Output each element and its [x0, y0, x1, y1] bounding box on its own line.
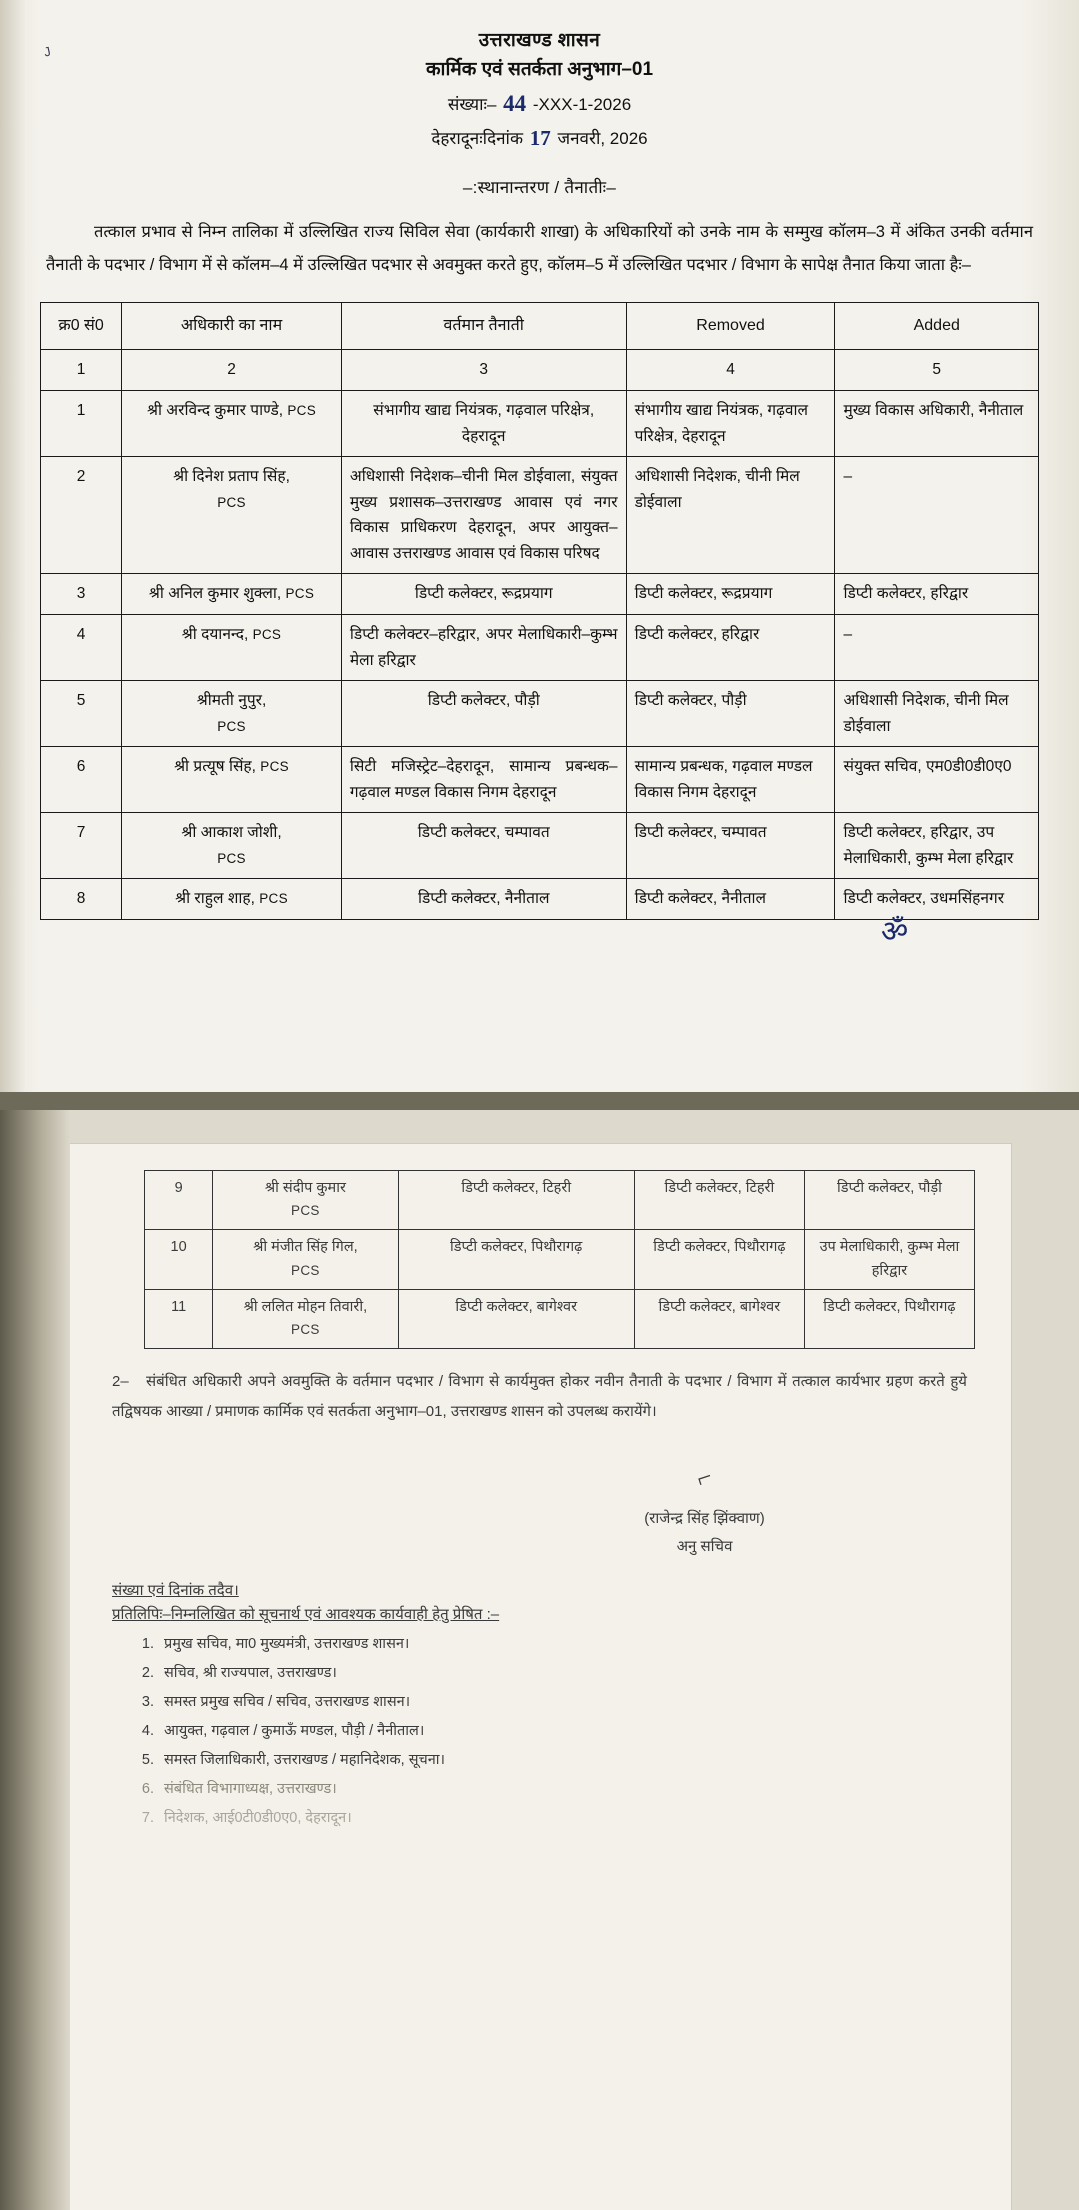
margin-pen-mark: J	[42, 43, 52, 60]
column-header-officer-name: अधिकारी का नाम	[122, 303, 342, 350]
cell-added: डिप्टी कलेक्टर, उधमसिंहनगर	[835, 879, 1039, 920]
cell-officer-name	[122, 879, 342, 920]
cell-serial: 3	[41, 574, 122, 615]
cell-removed: डिप्टी कलेक्टर, चम्पावत	[626, 813, 835, 879]
cell-officer-name	[213, 1230, 398, 1289]
handwritten-signature-page1: ॐ	[879, 914, 910, 950]
cell-officer-name	[122, 614, 342, 680]
cell-removed: अधिशासी निदेशक, चीनी मिल डोईवाला	[626, 457, 835, 574]
cell-current-posting: डिप्टी कलेक्टर, टिहरी	[398, 1171, 634, 1230]
officer-name-text: श्री अनिल कुमार शुक्ला,	[148, 585, 282, 603]
cell-serial: 8	[41, 879, 122, 920]
cell-removed: सामान्य प्रबन्धक, गढ़वाल मण्डल विकास निगम देहरादून	[626, 747, 835, 813]
cell-serial: 4	[41, 614, 122, 680]
cell-added: –	[835, 614, 1039, 680]
cell-current-posting: डिप्टी कलेक्टर, पिथौरागढ़	[398, 1230, 634, 1289]
document-header	[40, 26, 1039, 153]
cell-officer-name	[213, 1171, 398, 1230]
date-suffix: जनवरी, 2026	[557, 128, 648, 148]
copy-recipients-list	[158, 1630, 977, 1833]
officer-name-text: श्री दिनेश प्रताप सिंह,	[173, 468, 290, 486]
number-and-date-line: संख्या एवं दिनांक तदैव।	[112, 1581, 239, 1599]
document-page-1	[0, 0, 1079, 1092]
cell-serial: 9	[145, 1171, 213, 1230]
page-2-sheet	[68, 1144, 1011, 2210]
signature-block	[102, 1453, 977, 1561]
cell-officer-name	[213, 1289, 398, 1348]
officer-service: PCS	[252, 626, 282, 642]
date-label: देहरादूनःदिनांक	[431, 128, 524, 148]
header-line-date	[40, 121, 1039, 154]
cell-officer-name	[122, 391, 342, 457]
column-number-4: 4	[626, 350, 835, 391]
table-row	[145, 1171, 975, 1230]
handwritten-number: 44	[503, 90, 527, 116]
scan-separator	[0, 1092, 1079, 1110]
cell-added: अधिशासी निदेशक, चीनी मिल डोईवाला	[835, 681, 1039, 747]
cell-serial: 5	[41, 681, 122, 747]
list-item: 4. आयुक्त, गढ़वाल / कुमाऊँ मण्डल, पौड़ी / नैनीताल।	[158, 1717, 977, 1746]
handwritten-date: 17	[529, 125, 551, 150]
cell-current-posting: डिप्टी कलेक्टर–हरिद्वार, अपर मेलाधिकारी–कुम्भ मेला हरिद्वार	[341, 614, 626, 680]
cell-added: –	[835, 457, 1039, 574]
column-header-added: Added	[835, 303, 1039, 350]
document-page-2	[0, 1110, 1079, 2210]
cell-removed: डिप्टी कलेक्टर, पिथौरागढ़	[634, 1230, 804, 1289]
cell-current-posting: संभागीय खाद्य नियंत्रक, गढ़वाल परिक्षेत्र, देहरादून	[341, 391, 626, 457]
clause-text: संबंधित अधिकारी अपने अवमुक्ति के वर्तमान पदभार / विभाग से कार्यमुक्त होकर नवीन तैनाती के पदभार / विभाग में तत्काल कार्यभार ग्रहण करते हुये तद्विषयक आख्या / प्रमाणक कार्मिक एवं सतर्कता अनुभाग–01, उत्तराखण्ड शासन को उपलब्ध करायेंगे।	[112, 1373, 967, 1421]
handwritten-signature-page2: ⌐	[692, 1461, 716, 1494]
cell-officer-name	[122, 681, 342, 747]
signatory-designation: अनु सचिव	[676, 1538, 733, 1556]
table-row	[41, 813, 1039, 879]
officer-service: PCS	[217, 494, 246, 510]
officer-name-text: श्री मंजीत सिंह गिल,	[253, 1239, 358, 1256]
cell-current-posting: सिटी मजिस्ट्रेट–देहरादून, सामान्य प्रबन्धक–गढ़वाल मण्डल विकास निगम देहरादून	[341, 747, 626, 813]
cell-current-posting: डिप्टी कलेक्टर, रूद्रप्रयाग	[341, 574, 626, 615]
cell-removed: डिप्टी कलेक्टर, रूद्रप्रयाग	[626, 574, 835, 615]
officer-service: PCS	[287, 403, 317, 419]
officer-name-text: श्री राहुल शाह,	[175, 890, 255, 908]
table-column-number-row	[41, 350, 1039, 391]
column-number-1: 1	[41, 350, 122, 391]
officer-name-text: श्रीमती नुपुर,	[196, 692, 267, 710]
officer-service: PCS	[217, 850, 246, 866]
cell-officer-name	[122, 574, 342, 615]
cell-current-posting: अधिशासी निदेशक–चीनी मिल डोईवाला, संयुक्त मुख्य प्रशासक–उत्तराखण्ड आवास एवं नगर विकास प्राधिकरण देहरादून, अपर आयुक्त– आवास उत्तराखण्ड आवास एवं विकास परिषद	[341, 457, 626, 574]
table-row	[145, 1230, 975, 1289]
column-number-3: 3	[341, 350, 626, 391]
table-row	[41, 747, 1039, 813]
cell-current-posting: डिप्टी कलेक्टर, चम्पावत	[341, 813, 626, 879]
table-row	[145, 1289, 975, 1348]
cell-serial: 11	[145, 1289, 213, 1348]
list-item: 7. निदेशक, आई0टी0डी0ए0, देहरादून।	[158, 1804, 977, 1833]
officer-service: PCS	[217, 718, 246, 734]
document-subject: –:स्थानान्तरण / तैनातीः–	[462, 178, 617, 198]
list-item: 5. समस्त जिलाधिकारी, उत्तराखण्ड / महानिदेशक, सूचना।	[158, 1746, 977, 1775]
list-item: 1. प्रमुख सचिव, मा0 मुख्यमंत्री, उत्तराखण्ड शासन।	[158, 1630, 977, 1659]
officer-service: PCS	[285, 586, 315, 602]
cell-removed: डिप्टी कलेक्टर, पौड़ी	[626, 681, 835, 747]
cell-added: संयुक्त सचिव, एम0डी0डी0ए0	[835, 747, 1039, 813]
table-row	[41, 457, 1039, 574]
transfer-table-continued	[144, 1170, 975, 1349]
cell-serial: 6	[41, 747, 122, 813]
cell-added: उप मेलाधिकारी, कुम्भ मेला हरिद्वार	[804, 1230, 974, 1289]
document-paragraph: तत्काल प्रभाव से निम्न तालिका में उल्लिखित राज्य सिविल सेवा (कार्यकारी शाखा) के अधिकारियों को उनके नाम के सम्मुख कॉलम–3 में अंकित उनकी वर्तमान तैनाती के पदभार / विभाग में से कॉलम–4 में उल्लिखित पदभार से अवमुक्त करते हुए, कॉलम–5 में उल्लिखित पदभार / विभाग के सापेक्ष तैनात किया जाता हैः–	[46, 223, 1033, 275]
officer-service: PCS	[291, 1321, 320, 1337]
table-row	[41, 574, 1039, 615]
cell-added: डिप्टी कलेक्टर, पिथौरागढ़	[804, 1289, 974, 1348]
clause-number: 2–	[112, 1373, 129, 1391]
cell-added: डिप्टी कलेक्टर, पौड़ी	[804, 1171, 974, 1230]
list-item: 2. सचिव, श्री राज्यपाल, उत्तराखण्ड।	[158, 1659, 977, 1688]
cell-added: डिप्टी कलेक्टर, हरिद्वार	[835, 574, 1039, 615]
column-number-5: 5	[835, 350, 1039, 391]
cell-removed: डिप्टी कलेक्टर, बागेश्वर	[634, 1289, 804, 1348]
number-label: संख्याः–	[447, 94, 497, 114]
officer-name-text: श्री प्रत्यूष सिंह,	[174, 758, 256, 776]
officer-name-text: श्री दयानन्द,	[181, 625, 249, 643]
cell-serial: 7	[41, 813, 122, 879]
copy-to-text: निम्नलिखित को सूचनार्थ एवं आवश्यक कार्यवाही हेतु प्रेषित :–	[170, 1605, 500, 1623]
signatory-name: (राजेन्द्र सिंह झिंक्वाण)	[644, 1509, 765, 1527]
header-line-department: कार्मिक एवं सतर्कता अनुभाग–01	[425, 59, 654, 81]
cell-removed: डिप्टी कलेक्टर, टिहरी	[634, 1171, 804, 1230]
officer-service: PCS	[291, 1262, 320, 1278]
cell-officer-name	[122, 747, 342, 813]
copy-to-label: प्रतिलिपिः–	[112, 1605, 171, 1623]
officer-name-text: श्री अरविन्द कुमार पाण्डे,	[147, 402, 284, 420]
copy-to-heading	[112, 1604, 977, 1624]
cell-added: मुख्य विकास अधिकारी, नैनीताल	[835, 391, 1039, 457]
cell-current-posting: डिप्टी कलेक्टर, नैनीताल	[341, 879, 626, 920]
cell-serial: 10	[145, 1230, 213, 1289]
column-header-removed: Removed	[626, 303, 835, 350]
officer-name-text: श्री ललित मोहन तिवारी,	[243, 1298, 368, 1315]
cell-removed: डिप्टी कलेक्टर, नैनीताल	[626, 879, 835, 920]
table-row	[41, 614, 1039, 680]
cell-officer-name	[122, 813, 342, 879]
officer-service: PCS	[259, 891, 288, 907]
list-item: 6. संबंधित विभागाध्यक्ष, उत्तराखण्ड।	[158, 1775, 977, 1804]
number-suffix: -XXX-1-2026	[532, 94, 632, 114]
officer-name-text: श्री संदीप कुमार	[264, 1180, 346, 1196]
table-row	[41, 391, 1039, 457]
cell-serial: 2	[41, 457, 122, 574]
cell-officer-name	[122, 457, 342, 574]
officer-name-text: श्री आकाश जोशी,	[181, 824, 282, 842]
cell-removed: डिप्टी कलेक्टर, हरिद्वार	[626, 614, 835, 680]
header-line-number	[40, 85, 1039, 121]
column-number-2: 2	[122, 350, 342, 391]
cell-current-posting: डिप्टी कलेक्टर, पौड़ी	[341, 681, 626, 747]
officer-service: PCS	[260, 759, 289, 775]
list-item: 3. समस्त प्रमुख सचिव / सचिव, उत्तराखण्ड शासन।	[158, 1688, 977, 1717]
transfer-table	[40, 302, 1039, 920]
cell-serial: 1	[41, 391, 122, 457]
column-header-current-posting: वर्तमान तैनाती	[341, 303, 626, 350]
cell-current-posting: डिप्टी कलेक्टर, बागेश्वर	[398, 1289, 634, 1348]
table-row	[41, 681, 1039, 747]
clause-paragraph	[112, 1367, 967, 1427]
column-header-serial: क्र0 सं0	[41, 303, 122, 350]
cell-removed: संभागीय खाद्य नियंत्रक, गढ़वाल परिक्षेत्र, देहरादून	[626, 391, 835, 457]
header-line-government: उत्तराखण्ड शासन	[478, 30, 601, 51]
cell-added: डिप्टी कलेक्टर, हरिद्वार, उप मेलाधिकारी, कुम्भ मेला हरिद्वार	[835, 813, 1039, 879]
officer-service: PCS	[291, 1203, 320, 1219]
table-header-row	[41, 303, 1039, 350]
